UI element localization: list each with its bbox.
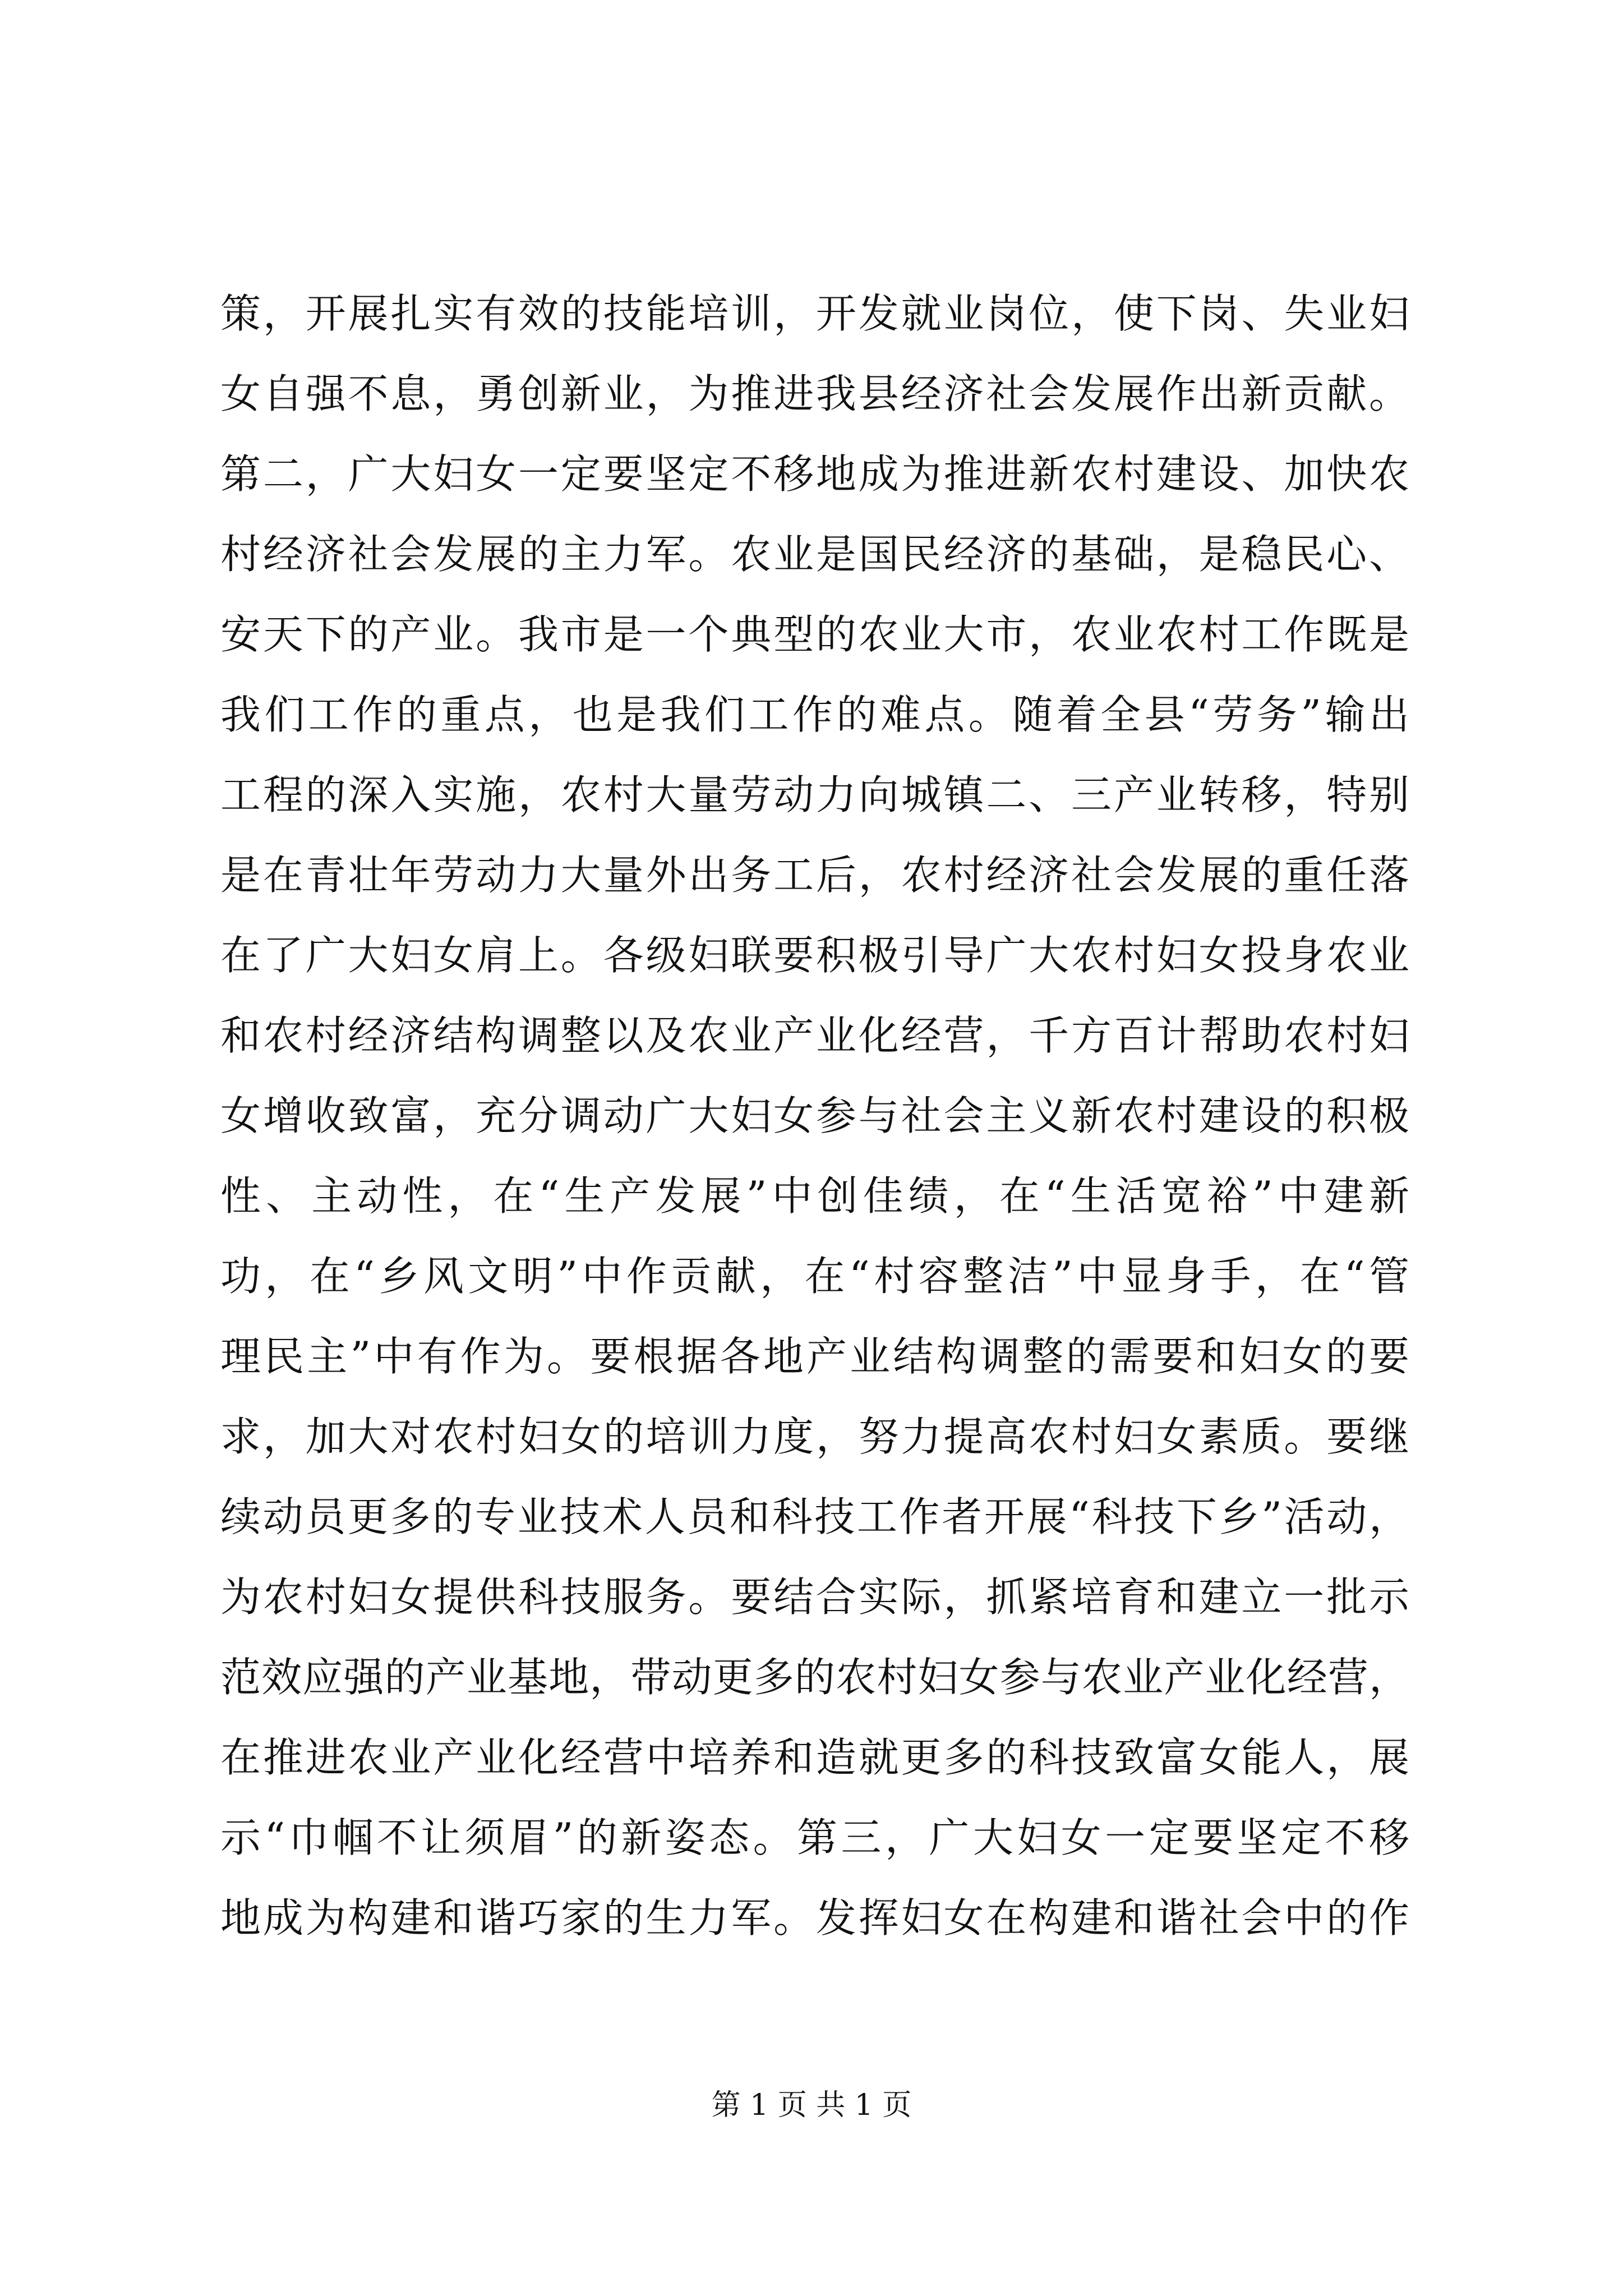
text-line-14: 理民主”中有作为。要根据各地产业结构调整的需要和妇女的要 <box>220 1333 1409 1380</box>
body-text <box>220 274 1409 1958</box>
text-line-15: 求，加大对农村妇女的培训力度，努力提高农村妇女素质。要继 <box>220 1413 1409 1460</box>
text-line-10: 和农村经济结构调整以及农业产业化经营，千方百计帮助农村妇 <box>220 1012 1409 1059</box>
text-line-6: 我们工作的重点，也是我们工作的难点。随着全县“劳务”输出 <box>220 691 1409 738</box>
text-line-12: 性、主动性，在“生产发展”中创佳绩，在“生活宽裕”中建新 <box>220 1172 1409 1220</box>
text-line-18: 范效应强的产业基地，带动更多的农村妇女参与农业产业化经营， <box>220 1654 1409 1701</box>
text-line-5: 安天下的产业。我市是一个典型的农业大市，农业农村工作既是 <box>220 611 1409 658</box>
text-line-13: 功，在“乡风文明”中作贡献，在“村容整洁”中显身手，在“管 <box>220 1253 1409 1300</box>
text-line-2: 女自强不息，勇创新业，为推进我县经济社会发展作出新贡献。 <box>220 370 1409 417</box>
text-line-1: 策，开展扎实有效的技能培训，开发就业岗位，使下岗、失业妇 <box>220 290 1409 337</box>
text-line-19: 在推进农业产业化经营中培养和造就更多的科技致富女能人，展 <box>220 1734 1409 1781</box>
text-line-7: 工程的深入实施，农村大量劳动力向城镇二、三产业转移，特别 <box>220 771 1409 818</box>
text-line-20: 示“巾帼不让须眉”的新姿态。第三，广大妇女一定要坚定不移 <box>220 1814 1409 1861</box>
text-line-4: 村经济社会发展的主力军。农业是国民经济的基础，是稳民心、 <box>220 531 1409 578</box>
text-line-21: 地成为构建和谐巧家的生力军。发挥妇女在构建和谐社会中的作 <box>220 1894 1409 1941</box>
page-number-label: 第 1 页 共 1 页 <box>711 2088 912 2122</box>
text-line-11: 女增收致富，充分调动广大妇女参与社会主义新农村建设的积极 <box>220 1092 1409 1139</box>
text-line-16: 续动员更多的专业技术人员和科技工作者开展“科技下乡”活动， <box>220 1493 1409 1540</box>
text-line-9: 在了广大妇女肩上。各级妇联要积极引导广大农村妇女投身农业 <box>220 932 1409 979</box>
text-line-17: 为农村妇女提供科技服务。要结合实际，抓紧培育和建立一批示 <box>220 1573 1409 1621</box>
text-line-8: 是在青壮年劳动力大量外出务工后，农村经济社会发展的重任落 <box>220 852 1409 899</box>
text-line-3: 第二，广大妇女一定要坚定不移地成为推进新农村建设、加快农 <box>220 450 1409 498</box>
page-footer <box>0 2086 1623 2125</box>
